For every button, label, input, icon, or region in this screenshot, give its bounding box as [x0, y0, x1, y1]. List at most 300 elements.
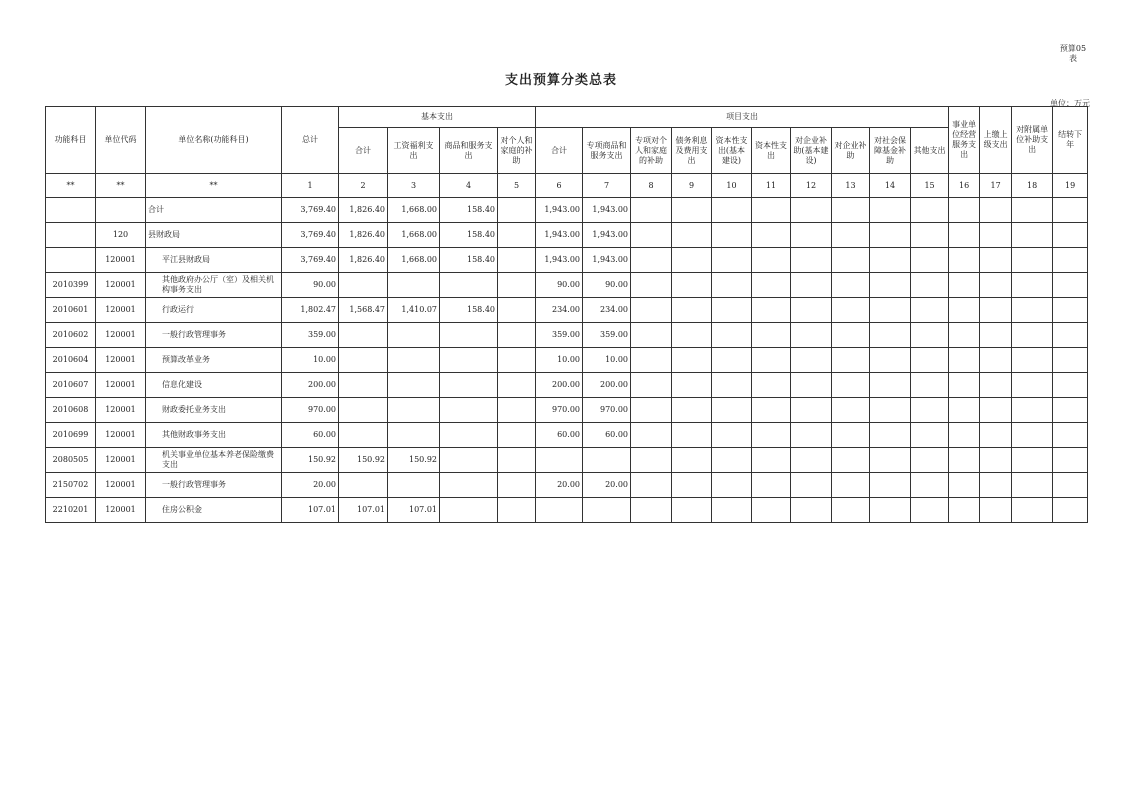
header-col-8: 专项对个人和家庭的补助 [631, 128, 672, 174]
row-unit-code: 120001 [96, 423, 146, 448]
table-row [46, 348, 1088, 373]
table-row [46, 498, 1088, 523]
row-empty-cell [631, 473, 672, 498]
index-cell: 2 [339, 174, 388, 198]
row-empty-cell [791, 498, 832, 523]
row-b-personal [498, 448, 536, 473]
row-empty-cell [672, 448, 712, 473]
row-unit-code: 120001 [96, 498, 146, 523]
row-empty-cell [870, 273, 911, 298]
header-col-10: 资本性支出(基本建设) [712, 128, 752, 174]
form-number-suffix: 表 [1069, 54, 1077, 63]
row-unit-code: 120001 [96, 323, 146, 348]
row-unit-name: 机关事业单位基本养老保险缴费支出 [146, 448, 282, 473]
row-empty-cell [911, 473, 949, 498]
row-b-sum [339, 473, 388, 498]
row-func-code: 2010604 [46, 348, 96, 373]
row-empty-cell [980, 298, 1012, 323]
row-unit-name: 其他政府办公厅（室）及相关机构事务支出 [146, 273, 282, 298]
row-func-code: 2010608 [46, 398, 96, 423]
row-func-code: 2010699 [46, 423, 96, 448]
page-title: 支出预算分类总表 [504, 73, 617, 88]
row-total: 107.01 [282, 498, 339, 523]
row-empty-cell [712, 348, 752, 373]
row-empty-cell [712, 298, 752, 323]
header-col-7: 专项商品和服务支出 [583, 128, 631, 174]
header-tail-18: 对附属单位补助支出 [1012, 107, 1053, 174]
row-empty-cell [949, 398, 980, 423]
index-cell: 5 [498, 174, 536, 198]
row-b-wage: 1,668.00 [388, 198, 440, 223]
row-func-code: 2080505 [46, 448, 96, 473]
header-unit-code: 单位代码 [96, 107, 146, 174]
row-empty-cell [1053, 273, 1088, 298]
row-b-wage [388, 273, 440, 298]
row-empty-cell [1053, 348, 1088, 373]
row-empty-cell [672, 198, 712, 223]
row-empty-cell [949, 298, 980, 323]
row-p-sum: 1,943.00 [536, 248, 583, 273]
row-b-personal [498, 323, 536, 348]
row-empty-cell [631, 298, 672, 323]
row-b-sum: 150.92 [339, 448, 388, 473]
row-empty-cell [980, 448, 1012, 473]
row-p-sum [536, 498, 583, 523]
row-empty-cell [980, 273, 1012, 298]
row-empty-cell [791, 223, 832, 248]
row-total: 150.92 [282, 448, 339, 473]
row-empty-cell [980, 498, 1012, 523]
row-func-code: 2010601 [46, 298, 96, 323]
row-empty-cell [1053, 448, 1088, 473]
row-total: 359.00 [282, 323, 339, 348]
row-empty-cell [791, 348, 832, 373]
row-b-wage [388, 323, 440, 348]
row-empty-cell [1053, 298, 1088, 323]
header-project-group: 项目支出 [536, 107, 949, 128]
row-b-sum: 1,826.40 [339, 248, 388, 273]
row-p-sum: 359.00 [536, 323, 583, 348]
row-p-goods: 1,943.00 [583, 198, 631, 223]
row-empty-cell [712, 473, 752, 498]
table-row [46, 373, 1088, 398]
row-empty-cell [672, 498, 712, 523]
row-empty-cell [631, 398, 672, 423]
index-cell: 18 [1012, 174, 1053, 198]
row-b-personal [498, 348, 536, 373]
row-empty-cell [832, 423, 870, 448]
row-empty-cell [911, 498, 949, 523]
table-row [46, 473, 1088, 498]
header-col-12: 对企业补助(基本建设) [791, 128, 832, 174]
row-empty-cell [631, 323, 672, 348]
row-b-personal [498, 498, 536, 523]
row-empty-cell [631, 498, 672, 523]
row-total: 90.00 [282, 273, 339, 298]
row-empty-cell [752, 373, 791, 398]
row-empty-cell [980, 373, 1012, 398]
index-cell: 12 [791, 174, 832, 198]
row-empty-cell [911, 323, 949, 348]
row-unit-code: 120 [96, 223, 146, 248]
header-col-14: 对社会保障基金补助 [870, 128, 911, 174]
row-empty-cell [631, 198, 672, 223]
row-empty-cell [980, 223, 1012, 248]
row-empty-cell [1012, 423, 1053, 448]
index-cell: 19 [1053, 174, 1088, 198]
row-empty-cell [1012, 348, 1053, 373]
index-cell: 16 [949, 174, 980, 198]
row-total: 1,802.47 [282, 298, 339, 323]
row-p-sum: 1,943.00 [536, 198, 583, 223]
row-empty-cell [791, 273, 832, 298]
row-empty-cell [712, 448, 752, 473]
row-empty-cell [1053, 498, 1088, 523]
table-row [46, 423, 1088, 448]
row-b-wage [388, 373, 440, 398]
row-b-wage [388, 348, 440, 373]
index-cell: 13 [832, 174, 870, 198]
form-number [1058, 44, 1088, 64]
row-empty-cell [752, 348, 791, 373]
table-row [46, 298, 1088, 323]
row-b-goods [440, 273, 498, 298]
row-empty-cell [949, 223, 980, 248]
row-empty-cell [980, 423, 1012, 448]
row-p-sum: 234.00 [536, 298, 583, 323]
row-b-sum [339, 423, 388, 448]
row-empty-cell [870, 423, 911, 448]
row-empty-cell [791, 398, 832, 423]
index-cell: 11 [752, 174, 791, 198]
row-b-wage [388, 398, 440, 423]
row-b-wage: 150.92 [388, 448, 440, 473]
row-empty-cell [949, 273, 980, 298]
row-empty-cell [631, 423, 672, 448]
row-empty-cell [870, 473, 911, 498]
row-empty-cell [712, 198, 752, 223]
index-cell: 14 [870, 174, 911, 198]
row-unit-name: 行政运行 [146, 298, 282, 323]
row-b-sum [339, 348, 388, 373]
row-empty-cell [911, 248, 949, 273]
row-empty-cell [672, 473, 712, 498]
row-empty-cell [870, 223, 911, 248]
row-empty-cell [752, 448, 791, 473]
row-empty-cell [832, 273, 870, 298]
row-b-sum: 1,826.40 [339, 223, 388, 248]
row-unit-code: 120001 [96, 373, 146, 398]
row-total: 20.00 [282, 473, 339, 498]
row-empty-cell [712, 398, 752, 423]
row-empty-cell [1012, 373, 1053, 398]
index-cell: ** [96, 174, 146, 198]
row-empty-cell [980, 348, 1012, 373]
row-func-code [46, 198, 96, 223]
row-b-sum [339, 273, 388, 298]
header-col-4: 商品和服务支出 [440, 128, 498, 174]
row-func-code [46, 223, 96, 248]
row-empty-cell [1012, 248, 1053, 273]
row-b-wage [388, 473, 440, 498]
row-b-goods [440, 473, 498, 498]
row-func-code [46, 248, 96, 273]
row-b-goods [440, 498, 498, 523]
index-cell: ** [46, 174, 96, 198]
row-empty-cell [791, 473, 832, 498]
header-func-subject: 功能科目 [46, 107, 96, 174]
row-p-sum: 90.00 [536, 273, 583, 298]
row-empty-cell [791, 323, 832, 348]
row-empty-cell [631, 273, 672, 298]
row-p-goods: 1,943.00 [583, 223, 631, 248]
header-basic-group: 基本支出 [339, 107, 536, 128]
row-empty-cell [752, 423, 791, 448]
row-empty-cell [1053, 248, 1088, 273]
row-empty-cell [1053, 198, 1088, 223]
row-unit-name: 其他财政事务支出 [146, 423, 282, 448]
row-empty-cell [1053, 323, 1088, 348]
row-unit-code: 120001 [96, 448, 146, 473]
index-cell: 3 [388, 174, 440, 198]
row-empty-cell [752, 248, 791, 273]
row-func-code: 2010602 [46, 323, 96, 348]
row-empty-cell [911, 223, 949, 248]
table-row [46, 198, 1088, 223]
row-p-sum: 20.00 [536, 473, 583, 498]
row-empty-cell [791, 423, 832, 448]
row-p-goods: 20.00 [583, 473, 631, 498]
header-total: 总计 [282, 107, 339, 174]
row-unit-code: 120001 [96, 248, 146, 273]
row-func-code: 2210201 [46, 498, 96, 523]
row-p-sum: 1,943.00 [536, 223, 583, 248]
header-col-11: 资本性支出 [752, 128, 791, 174]
row-b-goods [440, 448, 498, 473]
row-empty-cell [672, 348, 712, 373]
index-cell: 6 [536, 174, 583, 198]
row-empty-cell [1012, 298, 1053, 323]
row-func-code: 2010607 [46, 373, 96, 398]
index-cell: 8 [631, 174, 672, 198]
row-b-personal [498, 373, 536, 398]
row-empty-cell [980, 473, 1012, 498]
row-empty-cell [870, 373, 911, 398]
row-p-goods [583, 498, 631, 523]
row-empty-cell [949, 473, 980, 498]
row-unit-name: 县财政局 [146, 223, 282, 248]
row-empty-cell [672, 423, 712, 448]
row-empty-cell [870, 448, 911, 473]
row-empty-cell [1053, 373, 1088, 398]
row-empty-cell [752, 323, 791, 348]
row-func-code: 2150702 [46, 473, 96, 498]
budget-table [45, 106, 1088, 523]
row-empty-cell [712, 248, 752, 273]
row-empty-cell [791, 248, 832, 273]
row-unit-name: 住房公积金 [146, 498, 282, 523]
row-p-sum: 200.00 [536, 373, 583, 398]
table-row [46, 323, 1088, 348]
row-empty-cell [752, 223, 791, 248]
row-p-goods: 90.00 [583, 273, 631, 298]
row-unit-code: 120001 [96, 273, 146, 298]
row-empty-cell [832, 223, 870, 248]
row-total: 10.00 [282, 348, 339, 373]
row-empty-cell [712, 423, 752, 448]
row-empty-cell [949, 348, 980, 373]
row-empty-cell [911, 348, 949, 373]
row-b-goods: 158.40 [440, 223, 498, 248]
row-p-sum [536, 448, 583, 473]
row-unit-name: 信息化建设 [146, 373, 282, 398]
row-empty-cell [752, 398, 791, 423]
row-b-goods [440, 348, 498, 373]
index-cell: 7 [583, 174, 631, 198]
row-empty-cell [752, 198, 791, 223]
header-col-2: 合计 [339, 128, 388, 174]
row-p-goods: 200.00 [583, 373, 631, 398]
row-empty-cell [911, 423, 949, 448]
index-cell: 1 [282, 174, 339, 198]
row-empty-cell [949, 373, 980, 398]
row-unit-code: 120001 [96, 398, 146, 423]
row-empty-cell [1012, 273, 1053, 298]
row-p-goods: 234.00 [583, 298, 631, 323]
row-total: 200.00 [282, 373, 339, 398]
row-empty-cell [870, 348, 911, 373]
index-cell: 10 [712, 174, 752, 198]
row-unit-name: 预算改革业务 [146, 348, 282, 373]
row-b-wage: 1,410.07 [388, 298, 440, 323]
row-p-sum: 970.00 [536, 398, 583, 423]
row-b-sum [339, 398, 388, 423]
row-empty-cell [832, 398, 870, 423]
row-b-personal [498, 223, 536, 248]
row-b-wage: 1,668.00 [388, 248, 440, 273]
header-col-3: 工资福利支出 [388, 128, 440, 174]
row-empty-cell [832, 348, 870, 373]
row-empty-cell [1012, 223, 1053, 248]
index-cell: 15 [911, 174, 949, 198]
row-unit-name: 一般行政管理事务 [146, 323, 282, 348]
row-empty-cell [832, 248, 870, 273]
row-empty-cell [870, 198, 911, 223]
row-b-personal [498, 198, 536, 223]
header-col-5: 对个人和家庭的补助 [498, 128, 536, 174]
row-b-personal [498, 398, 536, 423]
row-p-goods: 10.00 [583, 348, 631, 373]
row-empty-cell [631, 373, 672, 398]
row-empty-cell [1012, 198, 1053, 223]
index-cell: 4 [440, 174, 498, 198]
table-row [46, 398, 1088, 423]
row-empty-cell [870, 323, 911, 348]
row-empty-cell [672, 298, 712, 323]
row-total: 970.00 [282, 398, 339, 423]
row-b-goods [440, 373, 498, 398]
row-empty-cell [631, 223, 672, 248]
row-b-sum [339, 323, 388, 348]
row-empty-cell [712, 273, 752, 298]
row-empty-cell [752, 298, 791, 323]
row-empty-cell [949, 423, 980, 448]
row-unit-name: 一般行政管理事务 [146, 473, 282, 498]
row-b-goods: 158.40 [440, 298, 498, 323]
row-b-sum: 1,826.40 [339, 198, 388, 223]
index-cell: ** [146, 174, 282, 198]
row-p-goods: 60.00 [583, 423, 631, 448]
row-empty-cell [832, 298, 870, 323]
row-b-goods: 158.40 [440, 198, 498, 223]
row-empty-cell [980, 248, 1012, 273]
index-cell: 9 [672, 174, 712, 198]
form-number-code: 预算05 [1059, 44, 1087, 53]
row-empty-cell [712, 498, 752, 523]
row-b-sum: 107.01 [339, 498, 388, 523]
header-col-13: 对企业补助 [832, 128, 870, 174]
header-tail-17: 上缴上级支出 [980, 107, 1012, 174]
table-row [46, 448, 1088, 473]
header-tail-16: 事业单位经营服务支出 [949, 107, 980, 174]
row-empty-cell [752, 473, 791, 498]
row-unit-code [96, 198, 146, 223]
row-p-goods [583, 448, 631, 473]
header-unit-name: 单位名称(功能科目) [146, 107, 282, 174]
row-total: 3,769.40 [282, 248, 339, 273]
row-b-goods: 158.40 [440, 248, 498, 273]
row-empty-cell [949, 248, 980, 273]
row-empty-cell [712, 323, 752, 348]
row-b-goods [440, 423, 498, 448]
row-empty-cell [672, 323, 712, 348]
row-empty-cell [949, 448, 980, 473]
row-p-sum: 10.00 [536, 348, 583, 373]
table-row [46, 273, 1088, 298]
row-empty-cell [791, 298, 832, 323]
row-empty-cell [631, 448, 672, 473]
row-b-personal [498, 248, 536, 273]
header-col-6: 合计 [536, 128, 583, 174]
row-empty-cell [712, 373, 752, 398]
row-total: 3,769.40 [282, 198, 339, 223]
row-empty-cell [911, 273, 949, 298]
row-empty-cell [631, 248, 672, 273]
row-empty-cell [791, 373, 832, 398]
row-b-sum: 1,568.47 [339, 298, 388, 323]
row-b-personal [498, 423, 536, 448]
row-unit-name: 平江县财政局 [146, 248, 282, 273]
index-cell: 17 [980, 174, 1012, 198]
row-func-code: 2010399 [46, 273, 96, 298]
row-b-personal [498, 273, 536, 298]
row-b-wage: 1,668.00 [388, 223, 440, 248]
row-p-goods: 970.00 [583, 398, 631, 423]
row-b-wage: 107.01 [388, 498, 440, 523]
row-unit-code: 120001 [96, 348, 146, 373]
row-empty-cell [672, 373, 712, 398]
row-empty-cell [1053, 398, 1088, 423]
row-empty-cell [949, 498, 980, 523]
row-empty-cell [911, 198, 949, 223]
row-empty-cell [712, 223, 752, 248]
row-total: 3,769.40 [282, 223, 339, 248]
row-empty-cell [832, 323, 870, 348]
row-empty-cell [832, 198, 870, 223]
row-p-goods: 1,943.00 [583, 248, 631, 273]
row-unit-code: 120001 [96, 473, 146, 498]
unit-label: 单位：万元 [1050, 99, 1090, 108]
